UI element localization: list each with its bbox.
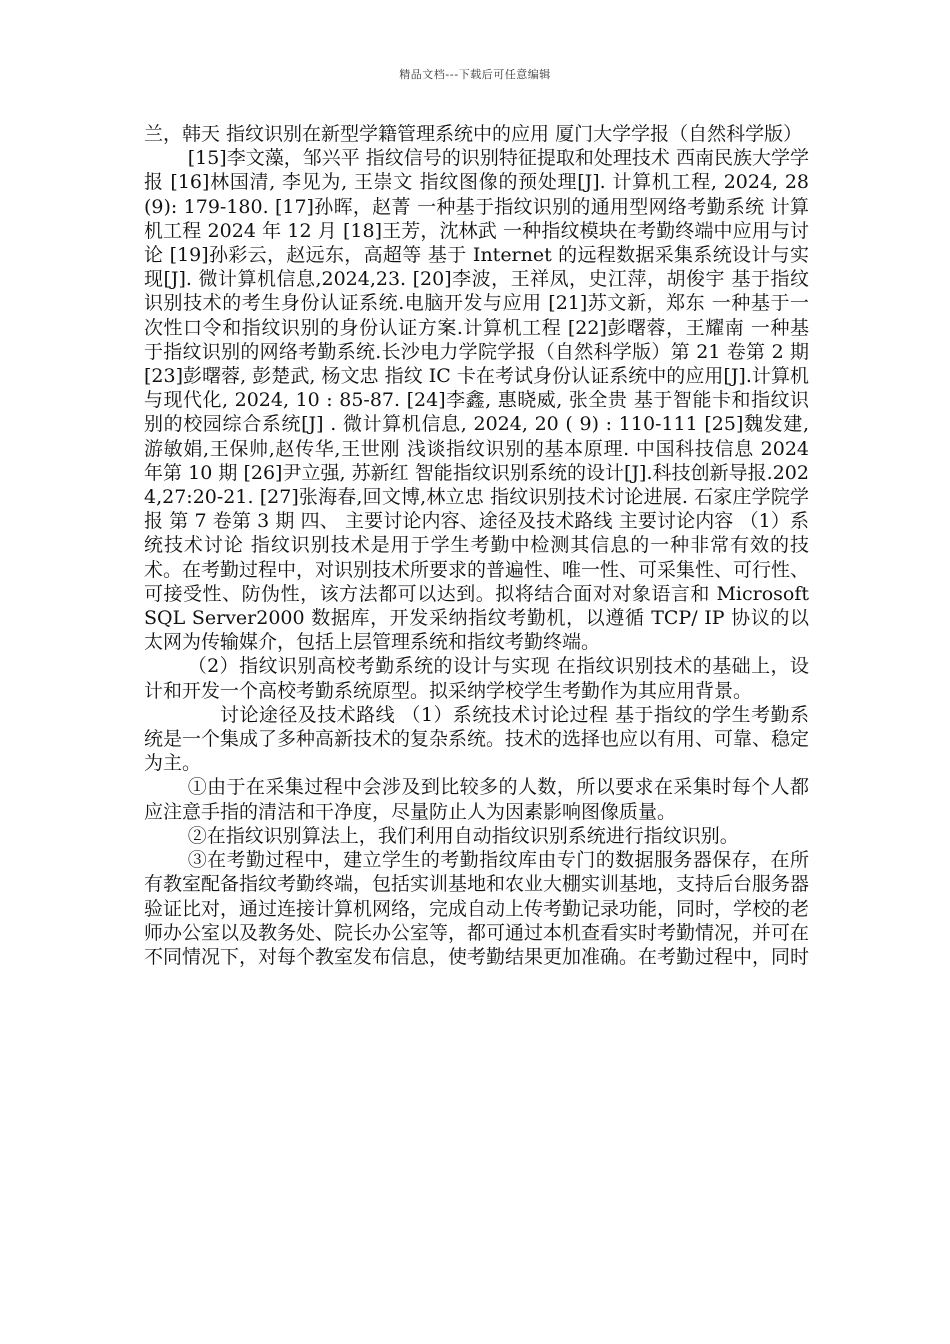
paragraph: 兰，韩天 指纹识别在新型学籍管理系统中的应用 厦门大学学报（自然科学版） — [144, 123, 803, 145]
paragraph: [15]李文藻，邹兴平 指纹信号的识别特征提取和处理技术 西南民族大学学报 [16]林国清, 李见为, 王崇文 指纹图像的预处理[J]. 计算机工程, 2024, 28(9): 179-180. [17]孙晖，赵菁 一种基于指纹识别的通用型网络考勤系统 计算机工程 2024 年 12 月 [18]王芳，沈林武 一种指纹模块在考勤终端中应用与讨论 [19]孙彩云，赵远东，高超等 基于 Internet 的远程数据采集系统设计与实现[J]. 微计算机信息,2024,23. [20]李波，王祥凤，史江萍，胡俊宇 基于指纹识别技术的考生身份认证系统.电脑开发与应用 [21]苏文新，郑东 一种基于一次性口令和指纹识别的身份认证方案.计算机工程 [22]彭曙蓉，王耀南 一种基于指纹识别的网络考勤系统.长沙电力学院学报（自然科学版）第 21 卷第 2 期 [23]彭曙蓉, 彭楚武, 杨文忠 指纹 IC 卡在考试身份认证系统中的应用[J].计算机与现代化, 2024, 10 : 85-87. [24]李鑫, 惠晓威, 张全贵 基于智能卡和指纹识别的校园综合系统[J] . 微计算机信息, 2024, 20 ( 9) : 110-111 [25]魏发建,游敏娟,王保帅,赵传华,王世刚 浅谈指纹识别的基本原理. 中国科技信息 2024 年第 10 期 [26]尹立强, 苏新红 智能指纹识别系统的设计[J].科技创新导报.2024,27:20-21. [27]张海春,回文博,林立忠 指纹识别技术讨论进展. 石家庄学院学报 第 7 卷第 3 期 四、 主要讨论内容、途径及技术路线 主要讨论内容 （1）系统技术讨论 指纹识别技术是用于学生考勤中检测其信息的一种非常有效的技术。在考勤过程中，对识别技术所要求的普遍性、唯一性、可采集性、可行性、可接受性、防伪性，该方法都可以达到。拟将结合面对对象语言和 Microsoft SQL Server2000 数据库，开发采纳指纹考勤机，以遵循 TCP/ IP 协议的以太网为传输媒介，包括上层管理系统和指纹考勤终端。 — [144, 147, 810, 654]
paragraph: （2）指纹识别高校考勤系统的设计与实现 在指纹识别技术的基础上，设计和开发一个高校考勤系统原型。拟采纳学校学生考勤作为其应用背景。 — [144, 655, 809, 702]
paragraph: ③在考勤过程中，建立学生的考勤指纹库由专门的数据服务器保存，在所有教室配备指纹考勤终端，包括实训基地和农业大棚实训基地，支持后台服务器验证比对，通过连接计算机网络，完成自动上传考勤记录功能，同时，学校的老师办公室以及教务处、院长办公室等，都可通过本机查看实时考勤情况，并可在不同情况下，对每个教室发布信息，使考勤结果更加准确。在考勤过程中，同时 — [144, 849, 810, 968]
document-body — [144, 122, 809, 969]
paragraph: ②在指纹识别算法上，我们利用自动指纹识别系统进行指纹识别。 — [187, 824, 739, 847]
page-header: 精品文档---下载后可任意编辑 — [399, 68, 551, 81]
paragraph: ①由于在采集过程中会涉及到比较多的人数，所以要求在采集时每个人都应注意手指的清洁和干净度，尽量防止人为因素影响图像质量。 — [144, 776, 809, 823]
paragraph: 讨论途径及技术路线 （1）系统技术讨论过程 基于指纹的学生考勤系统是一个集成了多种高新技术的复杂系统。技术的选择也应以有用、可靠、稳定为主。 — [144, 703, 810, 775]
